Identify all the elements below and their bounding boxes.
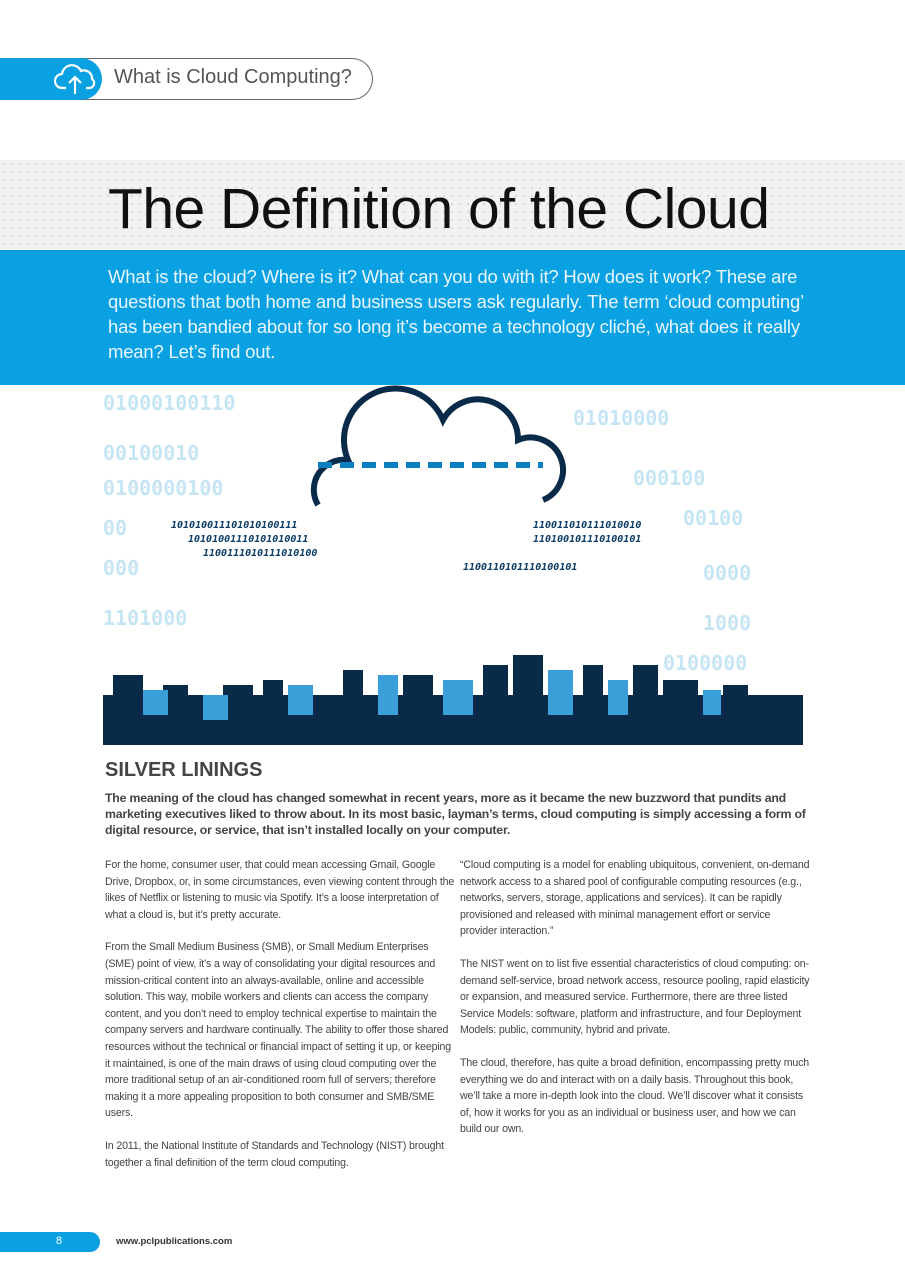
page-number: 8 bbox=[56, 1235, 63, 1247]
section-label: What is Cloud Computing? bbox=[114, 66, 352, 88]
paragraph: From the Small Medium Business (SMB), or Small Medium Enterprises (SME) point of view, it’s a way of consolidating your digital resources and mission-critical content into an always-available, online and accessible solution. This way, mobile workers and clients can access the company content, and you don’t need to employ technical expertise to maintain the company servers and hardware continually. The ability to offer those shared resources without the technical or financial impact of setting it up, or keeping it maintained, is one of the main draws of using cloud computing over the more traditional setup of an air-conditioned room full of servers; therefore making it a more appealing proposition to both consumer and SMB/SME users. bbox=[105, 941, 452, 1120]
body-column-left bbox=[105, 857, 455, 1187]
svg-text:01010000: 01010000 bbox=[573, 406, 670, 430]
svg-text:00100: 00100 bbox=[683, 506, 744, 530]
svg-text:0100000100: 0100000100 bbox=[103, 476, 224, 500]
page-title: The Definition of the Cloud bbox=[108, 177, 770, 241]
svg-text:110011010111010010: 110011010111010010 bbox=[533, 520, 642, 531]
svg-text:00: 00 bbox=[103, 516, 128, 540]
svg-text:101010011101010100111: 101010011101010100111 bbox=[171, 520, 298, 531]
intro-text: What is the cloud? Where is it? What can you do with it? How does it work? These are questions that both home and business users ask regularly. The term ‘cloud computing’ has been bandied about for so long it’s become a technology cliché, what does it really mean? Let’s find out. bbox=[108, 266, 804, 362]
svg-text:110100101110100101: 110100101110100101 bbox=[533, 534, 642, 545]
cloud-city-illustration bbox=[103, 385, 803, 745]
svg-text:01000100110: 01000100110 bbox=[103, 391, 236, 415]
paragraph: In 2011, the National Institute of Standards and Technology (NIST) brought together a final definition of the term cloud computing. bbox=[105, 1139, 444, 1169]
illustration-graphic bbox=[103, 385, 803, 745]
paragraph: The NIST went on to list five essential characteristics of cloud computing: on-demand self-service, broad network access, resource pooling, rapid elasticity or expansion, and measured service. Furthermore, there are three listed Service Models: software, platform and infrastructure, and four Deployment Models: public, community, hybrid and private. bbox=[460, 957, 810, 1037]
svg-text:0000: 0000 bbox=[703, 561, 752, 585]
svg-text:00100010: 00100010 bbox=[103, 441, 200, 465]
body-column-right bbox=[460, 857, 810, 1154]
svg-text:0100000: 0100000 bbox=[663, 651, 748, 675]
section-heading: SILVER LININGS bbox=[105, 759, 263, 781]
svg-text:1101000: 1101000 bbox=[103, 606, 188, 630]
svg-text:1000: 1000 bbox=[703, 611, 752, 635]
svg-text:000: 000 bbox=[103, 556, 140, 580]
svg-text:1100110101110100101: 1100110101110100101 bbox=[463, 562, 578, 573]
page-number-tab bbox=[0, 1232, 100, 1252]
paragraph: The cloud, therefore, has quite a broad definition, encompassing pretty much everything we do and interact with on a daily basis. Throughout this book, we’ll take a more in-depth look into the cloud. We’ll discover what it consists of, how it works for you as an individual or business user, and how we can build our own. bbox=[460, 1056, 810, 1136]
lead-paragraph: The meaning of the cloud has changed somewhat in recent years, more as it became the new buzzword that pundits and marketing executives liked to throw about. In its most basic, layman’s terms, cloud computing is simply accessing a form of digital resource, or service, that isn’t installed locally on your computer. bbox=[105, 791, 806, 837]
footer-url[interactable]: www.pclpublications.com bbox=[116, 1236, 233, 1247]
paragraph: For the home, consumer user, that could mean accessing Gmail, Google Drive, Dropbox, or, in some circumstances, even viewing content through the likes of Netflix or listening to music via Spotify. It’s a loose interpretation of what a cloud is, but it’s pretty accurate. bbox=[105, 859, 455, 921]
cloud-upload-icon bbox=[54, 64, 100, 96]
svg-text:10101001110101010011: 10101001110101010011 bbox=[188, 534, 309, 545]
paragraph: “Cloud computing is a model for enabling ubiquitous, convenient, on-demand network access to a shared pool of configurable computing resources (e.g., networks, servers, storage, applications and services). It can be rapidly provisioned and released with minimal management effort or service provider interaction.” bbox=[460, 859, 810, 938]
svg-text:000100: 000100 bbox=[633, 466, 706, 490]
svg-text:1100111010111010100: 1100111010111010100 bbox=[203, 548, 318, 559]
